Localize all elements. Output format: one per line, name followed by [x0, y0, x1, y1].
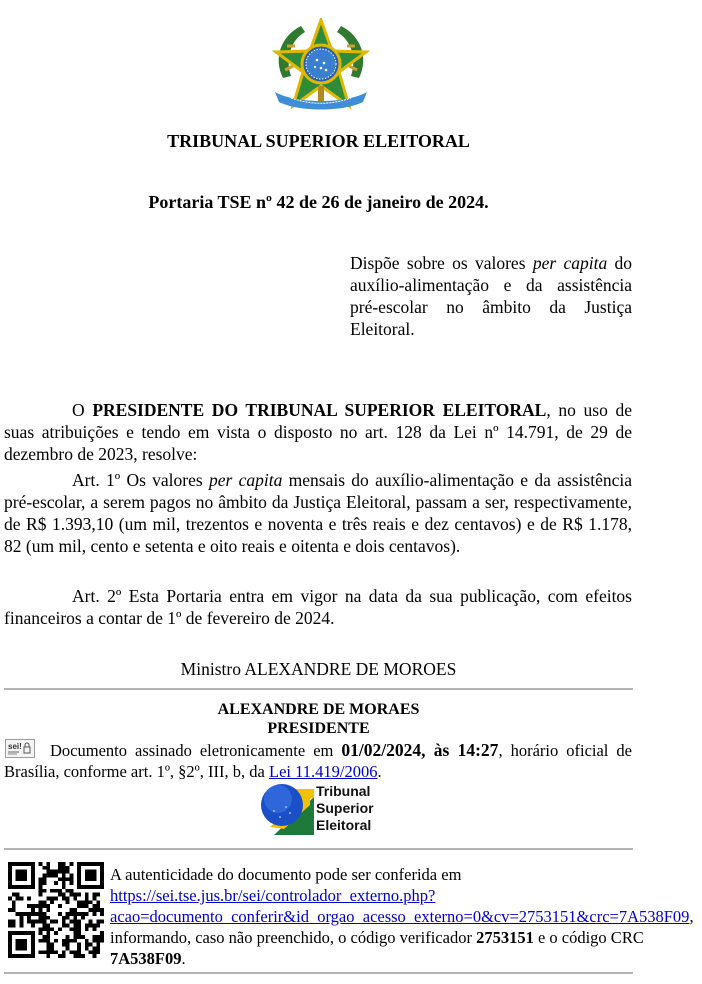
signer-name: ALEXANDRE DE MORAES: [217, 701, 420, 718]
tse-logo-line-3: Eleitoral: [316, 817, 372, 833]
verification-link-part-2[interactable]: acao=documento_conferir&id_orgao_acesso_externo=0&cv=2753151&crc=7A538F09: [110, 907, 690, 926]
divider: [4, 688, 633, 690]
verification-link-part-1[interactable]: https://sei.tse.jus.br/sei/controlador_externo.php?: [110, 886, 436, 905]
authenticity-statement: A autenticidade do documento pode ser conferida em https://sei.tse.jus.br/sei/controlador_externo.php? acao=documento_conferir&id_orgao_acesso_externo=0&cv=2753151&crc=7A538F09, informando, caso não preenchido, o código verificador 2753151 e o código CRC 7A538F09.: [110, 865, 694, 968]
law-link[interactable]: Lei 11.419/2006: [268, 762, 378, 781]
institution-heading: TRIBUNAL SUPERIOR ELEITORAL: [167, 131, 470, 151]
brazil-coat-of-arms-icon: [271, 18, 371, 116]
summary-ementa: Dispõe sobre os valores per capita do auxílio-alimentação e da assistência pré-escolar no âmbito da Justiça Eleitoral.: [350, 253, 633, 339]
divider: [4, 972, 633, 974]
tse-logo-line-1: Tribunal: [316, 783, 371, 799]
minister-signature-line: Ministro ALEXANDRE DE MOROES: [180, 659, 457, 679]
qr-code-icon: [8, 862, 104, 958]
tse-logo-line-2: Superior: [316, 800, 374, 816]
signer-role: PRESIDENTE: [267, 720, 370, 737]
electronic-signature-statement: Documento assinado eletronicamente em 01/02/2024, às 14:27, horário oficial de Brasília, conforme art. 1º, §2º, III, b, da Lei 11.419/2006.: [4, 740, 632, 781]
document-title: Portaria TSE nº 42 de 26 de janeiro de 2024.: [148, 192, 489, 212]
tse-logo-icon: [260, 783, 314, 835]
divider: [4, 848, 633, 850]
svg-text:sei!: sei!: [8, 742, 22, 751]
preamble-paragraph: O PRESIDENTE DO TRIBUNAL SUPERIOR ELEITORAL, no uso de suas atribuições e tendo em vista o disposto no art. 128 da Lei nº 14.791, de 29 de dezembro de 2023, resolve:: [4, 400, 633, 464]
article-2: Art. 2º Esta Portaria entra em vigor na data da sua publicação, com efeitos financeiros a contar de 1º de fevereiro de 2024.: [4, 586, 632, 628]
tse-logo: [260, 783, 380, 835]
article-1: Art. 1º Os valores per capita mensais do auxílio-alimentação e da assistência pré-escolar, a serem pagos no âmbito da Justiça Eleitoral, passam a ser, respectivamente, de R$ 1.393,10 (um mil, trezentos e noventa e três reais e dez centavos) e de R$ 1.178, 82 (um mil, cento e setenta e oito reais e oitenta e dois centavos).: [4, 470, 632, 556]
